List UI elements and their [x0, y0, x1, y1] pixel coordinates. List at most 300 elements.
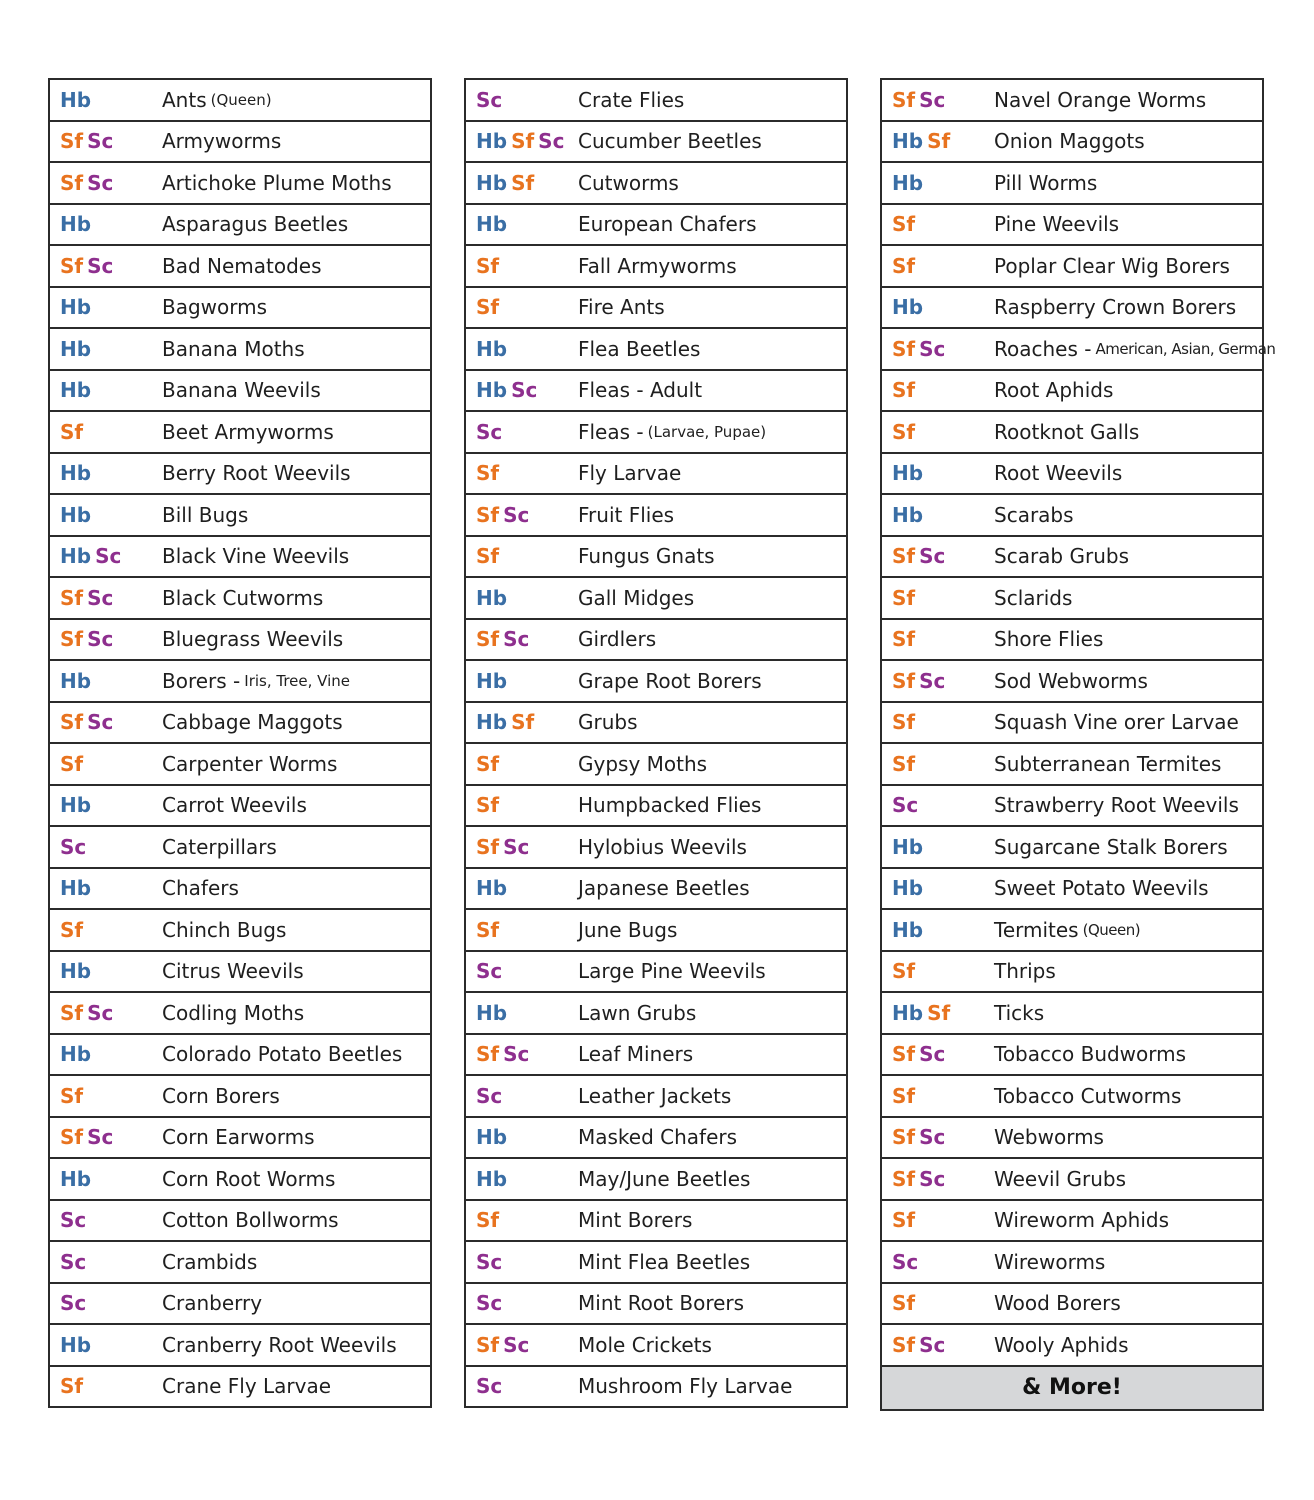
pest-row: [466, 1201, 846, 1243]
pest-name: Navel Orange Worms: [994, 87, 1207, 112]
nematode-codes: [50, 171, 162, 195]
pest-note: American, Asian, German: [1095, 339, 1276, 358]
pest-name: Sclarids: [994, 585, 1073, 610]
code-hb: Hb: [60, 1042, 92, 1067]
pest-name: Cranberry: [162, 1291, 263, 1316]
nematode-codes: [466, 1042, 578, 1066]
pest-row: [882, 703, 1262, 745]
code-hb: Hb: [892, 834, 924, 859]
code-hb: Hb: [476, 129, 508, 154]
nematode-codes: [882, 1167, 994, 1191]
pest-row: [466, 205, 846, 247]
pest-row: [50, 993, 430, 1035]
code-sf: Sf: [892, 1208, 916, 1233]
pest-row: [466, 993, 846, 1035]
pest-name: Tobacco Budworms: [994, 1042, 1187, 1067]
pest-row: [882, 1284, 1262, 1326]
pest-name: Corn Borers: [162, 1083, 280, 1108]
pest-row: [50, 869, 430, 911]
nematode-codes: [882, 1125, 994, 1149]
pest-row: [50, 1118, 430, 1160]
pest-row: [882, 620, 1262, 662]
pest-name: Large Pine Weevils: [578, 959, 766, 984]
nematode-codes: [466, 586, 578, 610]
nematode-codes: [466, 1374, 578, 1398]
pest-name: Sweet Potato Weevils: [994, 876, 1209, 901]
pest-name: Webworms: [994, 1125, 1104, 1150]
nematode-codes: [882, 420, 994, 444]
pest-row: [882, 246, 1262, 288]
code-sc: Sc: [476, 959, 503, 984]
code-sf: Sf: [60, 1125, 84, 1150]
code-sf: Sf: [60, 1083, 84, 1108]
nematode-codes: [466, 1250, 578, 1274]
code-sf: Sf: [892, 668, 916, 693]
code-sc: Sc: [538, 129, 565, 154]
nematode-codes: [466, 669, 578, 693]
code-sf: Sf: [476, 834, 500, 859]
pest-name: Borers -: [162, 668, 241, 693]
pest-row: [882, 744, 1262, 786]
code-hb: Hb: [60, 295, 92, 320]
pest-name: Sod Webworms: [994, 668, 1148, 693]
code-sf: Sf: [476, 793, 500, 818]
nematode-codes: [50, 1042, 162, 1066]
nematode-codes: [50, 88, 162, 112]
nematode-codes: [466, 88, 578, 112]
pest-name: Weevil Grubs: [994, 1166, 1127, 1191]
pest-name: Bluegrass Weevils: [162, 627, 344, 652]
nematode-codes: [882, 710, 994, 734]
more-label: & More!: [882, 1367, 1262, 1411]
pest-name: Leather Jackets: [578, 1083, 732, 1108]
pest-name: Wood Borers: [994, 1291, 1121, 1316]
code-sf: Sf: [476, 253, 500, 278]
pest-row: [466, 288, 846, 330]
code-sc: Sc: [87, 1000, 114, 1025]
code-sc: Sc: [892, 793, 919, 818]
code-sf: Sf: [60, 170, 84, 195]
pest-row: [466, 910, 846, 952]
pest-name: Cranberry Root Weevils: [162, 1332, 397, 1357]
code-sf: Sf: [892, 253, 916, 278]
pest-name: Leaf Miners: [578, 1042, 694, 1067]
pest-row: [466, 661, 846, 703]
pest-name: Pill Worms: [994, 170, 1098, 195]
code-hb: Hb: [892, 1000, 924, 1025]
code-hb: Hb: [892, 917, 924, 942]
pest-name: Asparagus Beetles: [162, 212, 349, 237]
pest-name: Shore Flies: [994, 627, 1104, 652]
code-sc: Sc: [95, 544, 122, 569]
pest-name: Strawberry Root Weevils: [994, 793, 1239, 818]
pest-row: [882, 122, 1262, 164]
nematode-codes: [882, 254, 994, 278]
nematode-codes: [882, 1042, 994, 1066]
pest-row: [50, 205, 430, 247]
pest-name: Cabbage Maggots: [162, 710, 343, 735]
pest-row: [466, 869, 846, 911]
pest-note: (Queen): [210, 90, 272, 109]
code-sc: Sc: [919, 87, 946, 112]
pest-row: [50, 827, 430, 869]
nematode-codes: [466, 1125, 578, 1149]
pest-row: [50, 454, 430, 496]
pest-row: [50, 661, 430, 703]
code-hb: Hb: [476, 336, 508, 361]
pest-row: [466, 827, 846, 869]
code-sc: Sc: [503, 627, 530, 652]
code-hb: Hb: [60, 212, 92, 237]
pest-row: [50, 1367, 430, 1409]
pest-name: Corn Root Worms: [162, 1166, 336, 1191]
code-hb: Hb: [476, 876, 508, 901]
pest-row: [466, 1367, 846, 1409]
code-sc: Sc: [476, 1374, 503, 1399]
nematode-codes: [50, 669, 162, 693]
nematode-codes: [466, 1208, 578, 1232]
code-sf: Sf: [892, 378, 916, 403]
pest-name: Bill Bugs: [162, 502, 249, 527]
nematode-codes: [466, 752, 578, 776]
pest-name: Mint Borers: [578, 1208, 693, 1233]
pest-row: [466, 1035, 846, 1077]
pest-row: [882, 578, 1262, 620]
code-hb: Hb: [60, 87, 92, 112]
code-sf: Sf: [892, 1166, 916, 1191]
code-sf: Sf: [927, 1000, 951, 1025]
pest-row: [50, 288, 430, 330]
nematode-codes: [50, 295, 162, 319]
nematode-codes: [466, 212, 578, 236]
pest-name: Berry Root Weevils: [162, 461, 351, 486]
code-sc: Sc: [87, 585, 114, 610]
nematode-codes: [466, 295, 578, 319]
pest-name: Chinch Bugs: [162, 917, 287, 942]
pest-row: [466, 246, 846, 288]
pest-name: Gall Midges: [578, 585, 695, 610]
pest-name: Scarab Grubs: [994, 544, 1129, 569]
nematode-codes: [882, 171, 994, 195]
pest-name: Carrot Weevils: [162, 793, 307, 818]
pest-name: Artichoke Plume Moths: [162, 170, 392, 195]
nematode-codes: [50, 1084, 162, 1108]
code-sf: Sf: [892, 959, 916, 984]
pest-name: Fleas - Adult: [578, 378, 703, 403]
code-sf: Sf: [927, 129, 951, 154]
pest-column-3: [880, 78, 1276, 1411]
pest-row: [50, 329, 430, 371]
nematode-codes: [882, 1208, 994, 1232]
nematode-codes: [50, 337, 162, 361]
pest-row: [466, 786, 846, 828]
code-sf: Sf: [892, 751, 916, 776]
code-sc: Sc: [919, 1125, 946, 1150]
code-sc: Sc: [476, 1291, 503, 1316]
code-sf: Sf: [476, 751, 500, 776]
pest-name: Termites: [994, 917, 1079, 942]
code-hb: Hb: [60, 502, 92, 527]
code-sf: Sf: [892, 627, 916, 652]
pest-note: (Queen): [1082, 920, 1141, 939]
code-sf: Sf: [892, 1332, 916, 1357]
pest-row: [882, 495, 1262, 537]
nematode-codes: [882, 586, 994, 610]
pest-row: [466, 329, 846, 371]
nematode-codes: [466, 710, 578, 734]
code-sc: Sc: [87, 627, 114, 652]
code-sc: Sc: [87, 710, 114, 735]
pest-name: Thrips: [994, 959, 1056, 984]
pest-row: [50, 412, 430, 454]
code-hb: Hb: [476, 212, 508, 237]
code-sf: Sf: [60, 253, 84, 278]
nematode-codes: [882, 544, 994, 568]
code-sf: Sf: [60, 419, 84, 444]
pest-row: [50, 1284, 430, 1326]
nematode-codes: [882, 835, 994, 859]
pest-name: Black Vine Weevils: [162, 544, 350, 569]
pest-row: [882, 952, 1262, 994]
pest-row: [882, 1035, 1262, 1077]
pest-row: [882, 827, 1262, 869]
nematode-codes: [466, 337, 578, 361]
nematode-codes: [882, 503, 994, 527]
pest-name: Rootknot Galls: [994, 419, 1140, 444]
pest-name: Pine Weevils: [994, 212, 1120, 237]
pest-name: Cutworms: [578, 170, 679, 195]
code-hb: Hb: [60, 378, 92, 403]
nematode-codes: [50, 627, 162, 651]
pest-row: [466, 80, 846, 122]
code-sf: Sf: [60, 917, 84, 942]
nematode-codes: [466, 544, 578, 568]
code-sf: Sf: [892, 419, 916, 444]
nematode-codes: [50, 1250, 162, 1274]
nematode-codes: [50, 461, 162, 485]
code-sc: Sc: [60, 1249, 87, 1274]
pest-name: Japanese Beetles: [578, 876, 750, 901]
pest-row: [882, 1159, 1262, 1201]
pest-row: [466, 744, 846, 786]
pest-name: Wooly Aphids: [994, 1332, 1129, 1357]
nematode-codes: [50, 1333, 162, 1357]
code-sf: Sf: [476, 295, 500, 320]
pest-row: [50, 80, 430, 122]
code-sc: Sc: [511, 378, 538, 403]
pest-row: [466, 122, 846, 164]
code-hb: Hb: [476, 1125, 508, 1150]
code-hb: Hb: [60, 1166, 92, 1191]
pest-name: Mushroom Fly Larvae: [578, 1374, 793, 1399]
code-sf: Sf: [892, 336, 916, 361]
code-sf: Sf: [892, 1083, 916, 1108]
pest-row: [466, 1242, 846, 1284]
pest-row: [466, 578, 846, 620]
pest-name: European Chafers: [578, 212, 757, 237]
nematode-codes: [466, 959, 578, 983]
code-sc: Sc: [503, 1042, 530, 1067]
code-hb: Hb: [892, 170, 924, 195]
pest-name: Scarabs: [994, 502, 1074, 527]
code-sc: Sc: [919, 544, 946, 569]
pest-row: [882, 163, 1262, 205]
pest-name: Lawn Grubs: [578, 1000, 697, 1025]
nematode-codes: [882, 669, 994, 693]
nematode-codes: [882, 918, 994, 942]
pest-note: Iris, Tree, Vine: [244, 671, 350, 690]
pest-name: Humpbacked Flies: [578, 793, 762, 818]
pest-name: Codling Moths: [162, 1000, 305, 1025]
pest-name: Grubs: [578, 710, 638, 735]
nematode-codes: [50, 503, 162, 527]
code-sf: Sf: [60, 627, 84, 652]
nematode-codes: [466, 129, 578, 153]
pest-row: [882, 371, 1262, 413]
nematode-codes: [882, 876, 994, 900]
pest-name: Squash Vine orer Larvae: [994, 710, 1239, 735]
nematode-codes: [50, 918, 162, 942]
pest-name: Colorado Potato Beetles: [162, 1042, 403, 1067]
code-sf: Sf: [892, 1291, 916, 1316]
code-sc: Sc: [476, 1083, 503, 1108]
pest-row: [882, 329, 1276, 371]
pest-name: Ants: [162, 87, 207, 112]
code-sc: Sc: [919, 1332, 946, 1357]
nematode-codes: [882, 295, 994, 319]
pest-name: Roaches -: [994, 336, 1092, 361]
nematode-codes: [882, 627, 994, 651]
code-sc: Sc: [60, 1208, 87, 1233]
pest-row: [882, 288, 1262, 330]
code-hb: Hb: [892, 502, 924, 527]
pest-name: Citrus Weevils: [162, 959, 304, 984]
pest-name: Fly Larvae: [578, 461, 682, 486]
code-hb: Hb: [892, 295, 924, 320]
pest-row: [50, 163, 430, 205]
nematode-codes: [50, 129, 162, 153]
nematode-codes: [466, 1291, 578, 1315]
code-sf: Sf: [476, 544, 500, 569]
code-sf: Sf: [892, 212, 916, 237]
code-sc: Sc: [919, 668, 946, 693]
nematode-codes: [882, 129, 994, 153]
code-hb: Hb: [60, 959, 92, 984]
pest-name: Mint Root Borers: [578, 1291, 745, 1316]
code-sc: Sc: [87, 129, 114, 154]
pest-row: [466, 537, 846, 579]
code-sc: Sc: [919, 1166, 946, 1191]
nematode-codes: [50, 1208, 162, 1232]
code-sc: Sc: [476, 87, 503, 112]
pest-name: Wireworm Aphids: [994, 1208, 1170, 1233]
nematode-codes: [466, 503, 578, 527]
code-hb: Hb: [476, 1000, 508, 1025]
pest-row: [50, 786, 430, 828]
pest-name: Mole Crickets: [578, 1332, 712, 1357]
code-sf: Sf: [60, 751, 84, 776]
pest-row: [466, 412, 846, 454]
pest-name: Raspberry Crown Borers: [994, 295, 1237, 320]
pest-row: [882, 786, 1262, 828]
code-sf: Sf: [511, 129, 535, 154]
pest-row: [882, 205, 1262, 247]
pest-name: Caterpillars: [162, 834, 277, 859]
pest-name: Bad Nematodes: [162, 253, 322, 278]
code-sf: Sf: [60, 1000, 84, 1025]
pest-row: [882, 1118, 1262, 1160]
nematode-codes: [882, 337, 994, 361]
pest-row: [882, 869, 1262, 911]
nematode-codes: [50, 710, 162, 734]
pest-name: Tobacco Cutworms: [994, 1083, 1182, 1108]
code-hb: Hb: [892, 876, 924, 901]
pest-name: Onion Maggots: [994, 129, 1145, 154]
code-sc: Sc: [919, 1042, 946, 1067]
nematode-codes: [882, 1084, 994, 1108]
nematode-codes: [882, 1001, 994, 1025]
code-hb: Hb: [60, 1332, 92, 1357]
pest-row: [50, 1201, 430, 1243]
nematode-codes: [466, 793, 578, 817]
pest-name: Cotton Bollworms: [162, 1208, 339, 1233]
nematode-codes: [50, 544, 162, 568]
pest-row: [50, 495, 430, 537]
pest-row: [50, 122, 430, 164]
code-hb: Hb: [476, 378, 508, 403]
code-sc: Sc: [919, 336, 946, 361]
pest-row: [50, 744, 430, 786]
nematode-codes: [50, 959, 162, 983]
nematode-codes: [882, 1333, 994, 1357]
code-sf: Sf: [60, 710, 84, 735]
code-sc: Sc: [476, 1249, 503, 1274]
code-sf: Sf: [511, 710, 535, 735]
pest-row: [50, 246, 430, 288]
pest-name: Ticks: [994, 1000, 1045, 1025]
nematode-codes: [466, 1333, 578, 1357]
code-sf: Sf: [892, 710, 916, 735]
code-sc: Sc: [87, 1125, 114, 1150]
code-sf: Sf: [892, 585, 916, 610]
nematode-codes: [50, 835, 162, 859]
pest-row: [50, 1035, 430, 1077]
nematode-codes: [466, 1084, 578, 1108]
pest-name: Beet Armyworms: [162, 419, 334, 444]
pest-name: Fire Ants: [578, 295, 665, 320]
pest-row: [882, 537, 1262, 579]
pest-name: Crate Flies: [578, 87, 685, 112]
code-hb: Hb: [60, 793, 92, 818]
pest-name: Banana Moths: [162, 336, 305, 361]
code-sf: Sf: [60, 585, 84, 610]
code-sf: Sf: [892, 87, 916, 112]
pest-name: Carpenter Worms: [162, 751, 338, 776]
pest-row: [466, 371, 846, 413]
pest-name: Cucumber Beetles: [578, 129, 762, 154]
code-hb: Hb: [476, 668, 508, 693]
nematode-codes: [466, 378, 578, 402]
code-sf: Sf: [892, 544, 916, 569]
pest-name: Gypsy Moths: [578, 751, 708, 776]
nematode-codes: [50, 793, 162, 817]
pest-row: [882, 1076, 1262, 1118]
code-sc: Sc: [503, 1332, 530, 1357]
pest-column-1: [48, 78, 432, 1408]
pest-row: [50, 910, 430, 952]
pest-row: [50, 578, 430, 620]
pest-row: [466, 952, 846, 994]
